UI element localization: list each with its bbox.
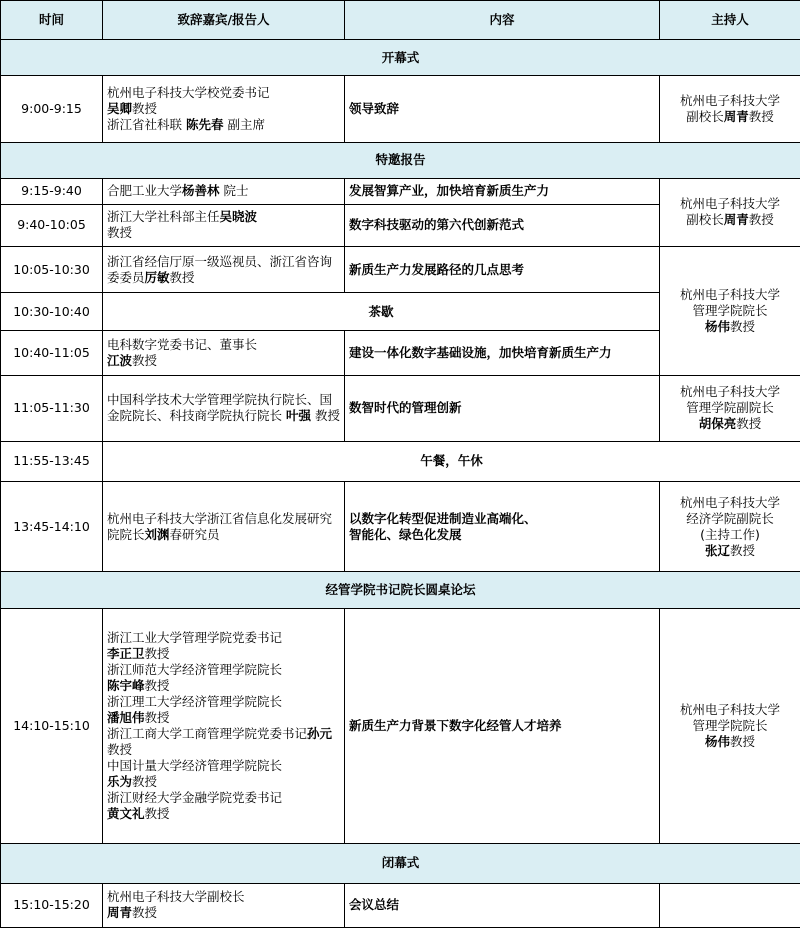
- speaker-cell: [103, 331, 345, 375]
- section-row-opening: [1, 40, 800, 76]
- speaker-text: 杭州电子科技大学副校长: [107, 889, 245, 905]
- host-text: 杭州电子科技大学: [679, 494, 780, 510]
- content-cell: 数智时代的管理创新: [345, 375, 660, 441]
- header-speaker: 致辞嘉宾/报告人: [103, 1, 345, 40]
- speaker-name: 潘旭伟: [107, 709, 145, 725]
- host-text: 管理学院副院长: [686, 400, 774, 416]
- host-text: 经济学院副院长: [686, 510, 774, 526]
- host-text: 管理学院院长: [692, 302, 768, 318]
- speaker-name: 厉敏: [144, 269, 170, 285]
- host-cell: [660, 178, 800, 246]
- speaker-text: 副主席: [223, 116, 265, 132]
- speaker-text: 研究员: [182, 526, 220, 542]
- time-cell: 11:05-11:30: [1, 375, 103, 441]
- table-row: [1, 883, 800, 927]
- speaker-text: 教授: [132, 773, 158, 789]
- section-row-roundtable: [1, 572, 800, 608]
- table-row: [1, 481, 800, 571]
- content-cell: 领导致辞: [345, 76, 660, 142]
- host-cell: [660, 247, 800, 376]
- section-row-closing: [1, 843, 800, 883]
- speaker-name: 李正卫: [107, 645, 145, 661]
- host-cell: [660, 481, 800, 571]
- section-title: 经管学院书记院长圆桌论坛: [1, 572, 800, 608]
- host-cell: [660, 76, 800, 142]
- speaker-text: 浙江工商大学工商管理学院党委书记: [107, 725, 308, 741]
- speaker-text: 浙江大学社科部主任: [107, 209, 220, 225]
- speaker-name: 叶强: [285, 408, 311, 424]
- speaker-cell: [103, 481, 345, 571]
- host-cell: [660, 608, 800, 843]
- speaker-text: 浙江理工大学经济管理学院院长: [107, 693, 283, 709]
- host-text: 杭州电子科技大学: [679, 286, 780, 302]
- speaker-text: 杭州电子科技大学校党委书记: [107, 84, 270, 100]
- speaker-text: 浙江师范大学经济管理学院院长: [107, 661, 283, 677]
- speaker-name: 杨善林: [182, 183, 220, 199]
- speaker-cell: [103, 883, 345, 927]
- host-name: 张辽: [704, 542, 730, 558]
- speaker-text: 教授: [132, 905, 158, 921]
- speaker-text: 合肥工业大学: [107, 183, 183, 199]
- speaker-text: 中国计量大学经济管理学院院长: [107, 757, 283, 773]
- time-cell: 10:05-10:30: [1, 247, 103, 293]
- content-cell: 新质生产力发展路径的几点思考: [345, 247, 660, 293]
- speaker-text: 教授: [311, 408, 340, 424]
- host-text: 副校长: [686, 108, 724, 124]
- host-text: 杭州电子科技大学: [679, 384, 780, 400]
- host-text: (主持工作): [700, 526, 760, 542]
- speaker-text: 教授: [107, 741, 133, 757]
- speaker-text: 教授: [169, 269, 195, 285]
- content-cell: 会议总结: [345, 883, 660, 927]
- host-name: 杨伟: [704, 318, 730, 334]
- speaker-name: 吴卿: [107, 100, 133, 116]
- speaker-name: 陈先春: [185, 116, 224, 132]
- time-cell: 11:55-13:45: [1, 441, 103, 481]
- host-text: 杭州电子科技大学: [679, 701, 780, 717]
- speaker-text: 教授: [144, 709, 170, 725]
- host-name: 胡保亮: [698, 416, 737, 432]
- break-label: 茶歇: [103, 293, 660, 331]
- break-row: [1, 441, 800, 481]
- time-cell: 10:40-11:05: [1, 331, 103, 375]
- host-name: 杨伟: [704, 733, 730, 749]
- speaker-text: 春: [169, 526, 183, 542]
- host-text: 副校长: [686, 212, 724, 228]
- section-title: 闭幕式: [1, 843, 800, 883]
- time-cell: 9:00-9:15: [1, 76, 103, 142]
- speaker-cell: [103, 608, 345, 843]
- table-row: [1, 178, 800, 204]
- content-cell: 建设一体化数字基础设施，加快培育新质生产力: [345, 331, 660, 375]
- speaker-text: 浙江省经信厅原一级巡视员、浙江省咨询委委员: [107, 253, 333, 285]
- time-cell: 10:30-10:40: [1, 293, 103, 331]
- speaker-name: 刘渊: [144, 526, 170, 542]
- table-row: [1, 76, 800, 142]
- speaker-text: 教授: [144, 805, 170, 821]
- speaker-text: 教授: [144, 645, 170, 661]
- host-text: 教授: [730, 542, 756, 558]
- host-text: 管理学院院长: [692, 717, 768, 733]
- header-row: [1, 1, 800, 40]
- section-row-special: [1, 142, 800, 178]
- table-row: [1, 247, 800, 293]
- speaker-cell: [103, 76, 345, 142]
- host-name: 周青: [723, 212, 749, 228]
- host-text: 杭州电子科技大学: [679, 92, 780, 108]
- content-cell: 发展智算产业，加快培育新质生产力: [345, 178, 660, 204]
- speaker-name: 孙元: [307, 725, 333, 741]
- speaker-text: 电科数字党委书记、董事长: [107, 336, 258, 352]
- time-cell: 15:10-15:20: [1, 883, 103, 927]
- content-cell: 新质生产力背景下数字化经管人才培养: [345, 608, 660, 843]
- speaker-cell: [103, 375, 345, 441]
- table-row: [1, 375, 800, 441]
- speaker-cell: [103, 204, 345, 246]
- table-row: [1, 608, 800, 843]
- speaker-text: 教授: [107, 225, 133, 241]
- host-cell-empty: [660, 883, 800, 927]
- time-cell: 13:45-14:10: [1, 481, 103, 571]
- host-text: 教授: [748, 108, 774, 124]
- section-title: 特邀报告: [1, 142, 800, 178]
- time-cell: 9:15-9:40: [1, 178, 103, 204]
- content-cell: 数字科技驱动的第六代创新范式: [345, 204, 660, 246]
- speaker-text: 教授: [144, 677, 170, 693]
- header-host: 主持人: [660, 1, 800, 40]
- host-text: 教授: [730, 733, 756, 749]
- speaker-text: 中国科学技术大学管理学院执行院长、国金院院长、科技商学院执行院长: [107, 392, 333, 424]
- speaker-name: 周青: [107, 905, 133, 921]
- speaker-name: 陈宇峰: [107, 677, 145, 693]
- host-text: 教授: [748, 212, 774, 228]
- section-title: 开幕式: [1, 40, 800, 76]
- host-text: 教授: [736, 416, 762, 432]
- speaker-text: 教授: [132, 100, 158, 116]
- content-cell: [345, 481, 660, 571]
- host-name: 周青: [723, 108, 749, 124]
- speaker-text: 浙江工业大学管理学院党委书记: [107, 629, 283, 645]
- content-text: 智能化、绿色化发展: [349, 526, 462, 542]
- content-text: 以数字化转型促进制造业高端化、: [349, 510, 537, 526]
- speaker-name: 黄文礼: [107, 805, 145, 821]
- break-label: 午餐，午休: [103, 441, 800, 481]
- speaker-name: 乐为: [107, 773, 133, 789]
- speaker-text: 浙江省社科联: [107, 116, 186, 132]
- speaker-cell: [103, 178, 345, 204]
- header-content: 内容: [345, 1, 660, 40]
- time-cell: 14:10-15:10: [1, 608, 103, 843]
- speaker-cell: [103, 247, 345, 293]
- speaker-text: 杭州电子科技大学浙江省信息化发展研究院院长: [107, 510, 333, 542]
- time-cell: 9:40-10:05: [1, 204, 103, 246]
- speaker-text: 浙江财经大学金融学院党委书记: [107, 789, 283, 805]
- header-time: 时间: [1, 1, 103, 40]
- speaker-text: 教授: [132, 352, 158, 368]
- host-cell: [660, 375, 800, 441]
- host-text: 杭州电子科技大学: [679, 196, 780, 212]
- speaker-name: 吴晓波: [219, 209, 258, 225]
- speaker-name: 江波: [107, 352, 133, 368]
- speaker-text: 院士: [219, 183, 249, 199]
- host-text: 教授: [730, 318, 756, 334]
